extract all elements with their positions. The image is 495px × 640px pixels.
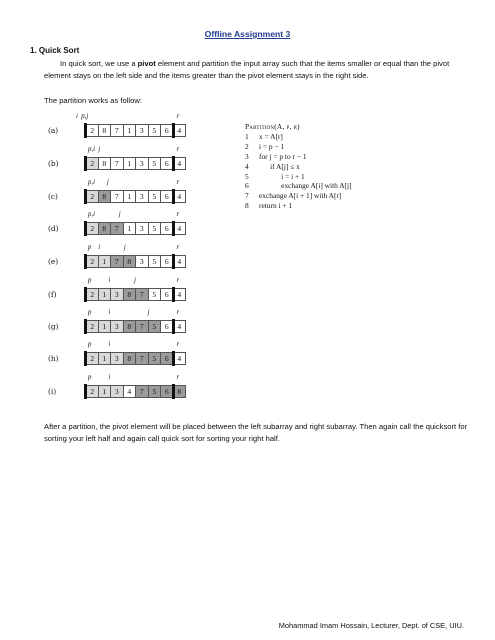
array-cell: 5 xyxy=(149,124,162,137)
array-cell: 1 xyxy=(99,288,112,301)
boundary-bar xyxy=(84,156,87,171)
array-cell: 6 xyxy=(161,124,174,137)
boundary-bar xyxy=(84,319,87,334)
pointer-r: r xyxy=(176,113,180,120)
pseudocode-line xyxy=(245,132,352,142)
array-cell: 1 xyxy=(99,320,112,333)
line-text: exchange A[i + 1] with A[r] xyxy=(259,191,342,201)
row-label: (g) xyxy=(48,322,59,331)
array-cell: 5 xyxy=(149,222,162,235)
array-cell: 8 xyxy=(99,222,112,235)
array-cell: 2 xyxy=(86,222,99,235)
array-cell: 2 xyxy=(86,255,99,268)
array-cell: 6 xyxy=(161,352,174,365)
array-cell: 5 xyxy=(149,288,162,301)
line-number: 1 xyxy=(245,131,249,141)
pointer-ipj: p i j xyxy=(88,244,126,251)
array-row xyxy=(86,288,186,301)
array-cell: 3 xyxy=(136,124,149,137)
array-cell: 8 xyxy=(99,157,112,170)
pointer-r: r xyxy=(176,244,180,251)
line-text: x = A[r] xyxy=(259,131,283,141)
pivot-bar xyxy=(172,319,175,334)
array-row xyxy=(86,190,186,203)
pseudocode-line xyxy=(245,142,352,152)
pointer-ipj: p,i j xyxy=(88,211,121,218)
line-number: 7 xyxy=(245,191,249,201)
array-cell: 3 xyxy=(136,190,149,203)
array-row xyxy=(86,222,186,235)
array-cell: 4 xyxy=(124,385,137,398)
array-cell: 6 xyxy=(161,190,174,203)
array-cell: 4 xyxy=(174,124,187,137)
line-number: 6 xyxy=(245,181,249,191)
pseudocode-line xyxy=(245,191,352,201)
array-cell: 4 xyxy=(174,157,187,170)
array-cell: 7 xyxy=(111,124,124,137)
line-text: for j = p to r − 1 xyxy=(259,151,307,161)
array-cell: 5 xyxy=(149,352,162,365)
pointer-ipj: p i j xyxy=(88,277,136,284)
array-cell: 1 xyxy=(99,352,112,365)
line-text: i = i + 1 xyxy=(259,171,305,181)
pseudocode-line xyxy=(245,152,352,162)
page-title: Offline Assignment 3 xyxy=(204,29,291,39)
row-label: (b) xyxy=(48,159,59,168)
array-cell: 2 xyxy=(86,320,99,333)
array-cell: 7 xyxy=(111,157,124,170)
array-cell: 1 xyxy=(124,157,137,170)
boundary-bar xyxy=(84,351,87,366)
pivot-bar xyxy=(172,156,175,171)
array-cell: 7 xyxy=(111,190,124,203)
array-row xyxy=(86,157,186,170)
boundary-bar xyxy=(84,189,87,204)
array-cell: 1 xyxy=(124,190,137,203)
array-cell: 1 xyxy=(124,222,137,235)
array-cell: 7 xyxy=(111,255,124,268)
array-row xyxy=(86,124,186,137)
row-label: (f) xyxy=(48,290,57,299)
boundary-bar xyxy=(84,287,87,302)
array-cell: 1 xyxy=(99,255,112,268)
pointer-r: r xyxy=(176,374,180,381)
array-cell: 7 xyxy=(111,222,124,235)
array-cell: 5 xyxy=(149,157,162,170)
pseudocode-line xyxy=(245,172,352,182)
pseudocode-line xyxy=(245,162,352,172)
array-cell: 8 xyxy=(99,190,112,203)
array-cell: 2 xyxy=(86,124,99,137)
array-row xyxy=(86,385,186,398)
array-row xyxy=(86,352,186,365)
line-text: if A[j] ≤ x xyxy=(259,161,300,171)
array-cell: 2 xyxy=(86,157,99,170)
array-cell: 1 xyxy=(124,124,137,137)
intro-part1: In quick sort, we use a xyxy=(60,59,138,68)
array-cell: 6 xyxy=(161,320,174,333)
array-cell: 3 xyxy=(136,255,149,268)
array-cell: 3 xyxy=(111,352,124,365)
array-cell: 8 xyxy=(174,385,187,398)
pivot-bar xyxy=(172,287,175,302)
array-cell: 3 xyxy=(111,288,124,301)
pointer-ipj: i p,j xyxy=(76,113,89,120)
pointer-r: r xyxy=(176,211,180,218)
array-cell: 3 xyxy=(136,222,149,235)
line-number: 2 xyxy=(245,141,249,151)
pivot-bar xyxy=(172,384,175,399)
partition-intro: The partition works as follow: xyxy=(44,96,142,105)
intro-bold-pivot: pivot xyxy=(137,59,156,68)
array-cell: 3 xyxy=(111,320,124,333)
pivot-bar xyxy=(172,254,175,269)
boundary-bar xyxy=(84,221,87,236)
array-cell: 4 xyxy=(174,288,187,301)
array-cell: 3 xyxy=(136,157,149,170)
pivot-bar xyxy=(172,189,175,204)
array-cell: 5 xyxy=(149,320,162,333)
array-cell: 2 xyxy=(86,190,99,203)
array-cell: 7 xyxy=(136,352,149,365)
array-cell: 8 xyxy=(124,288,137,301)
array-cell: 6 xyxy=(161,288,174,301)
line-text: return i + 1 xyxy=(259,201,293,211)
array-cell: 5 xyxy=(149,255,162,268)
pivot-bar xyxy=(172,221,175,236)
array-cell: 2 xyxy=(86,288,99,301)
array-cell: 4 xyxy=(174,190,187,203)
array-cell: 8 xyxy=(124,255,137,268)
partition-pseudocode xyxy=(245,122,352,211)
pivot-bar xyxy=(172,351,175,366)
line-number: 4 xyxy=(245,161,249,171)
array-cell: 8 xyxy=(124,352,137,365)
array-cell: 7 xyxy=(136,288,149,301)
row-label: (a) xyxy=(48,126,59,135)
section-heading: 1. Quick Sort xyxy=(30,46,80,55)
pointer-r: r xyxy=(176,277,180,284)
array-cell: 7 xyxy=(136,320,149,333)
array-cell: 2 xyxy=(86,385,99,398)
row-label: (h) xyxy=(48,354,59,363)
array-cell: 3 xyxy=(111,385,124,398)
array-row xyxy=(86,320,186,333)
array-cell: 6 xyxy=(161,222,174,235)
line-text: i = p − 1 xyxy=(259,141,285,151)
pointer-ipj: p i xyxy=(88,374,111,381)
pseudocode-line xyxy=(245,201,352,211)
array-cell: 4 xyxy=(174,320,187,333)
array-cell: 5 xyxy=(149,190,162,203)
array-cell: 1 xyxy=(99,385,112,398)
intro-part2: element and partition the input array such that the items smaller or equal than the pivot element stays on the left side and the items greater than the pivot element stays in the right side. xyxy=(44,59,450,80)
pointer-r: r xyxy=(176,309,180,316)
boundary-bar xyxy=(84,254,87,269)
row-label: (i) xyxy=(48,387,57,396)
row-label: (d) xyxy=(48,224,59,233)
pseudocode-lines xyxy=(245,132,352,211)
array-cell: 4 xyxy=(174,222,187,235)
row-label: (e) xyxy=(48,257,59,266)
line-number: 5 xyxy=(245,171,249,181)
row-label: (c) xyxy=(48,192,58,201)
pointer-ipj: p i j xyxy=(88,309,150,316)
pointer-ipj: p i xyxy=(88,341,111,348)
pivot-bar xyxy=(172,123,175,138)
array-cell: 2 xyxy=(86,352,99,365)
array-cell: 5 xyxy=(149,385,162,398)
array-cell: 4 xyxy=(174,255,187,268)
array-cell: 4 xyxy=(174,352,187,365)
line-number: 8 xyxy=(245,201,249,211)
array-cell: 7 xyxy=(136,385,149,398)
array-cell: 8 xyxy=(99,124,112,137)
intro-paragraph xyxy=(44,58,469,82)
footer-author: Mohammad Imam Hossain, Lecturer, Dept. of CSE, UIU. xyxy=(278,621,464,630)
array-row xyxy=(86,255,186,268)
line-number: 3 xyxy=(245,151,249,161)
array-cell: 8 xyxy=(124,320,137,333)
line-text: exchange A[i] with A[j] xyxy=(259,181,352,191)
pseudocode-line xyxy=(245,181,352,191)
pointer-ipj: p,i j xyxy=(88,146,101,153)
pointer-r: r xyxy=(176,179,180,186)
array-cell: 6 xyxy=(161,157,174,170)
array-cell: 6 xyxy=(161,255,174,268)
pseudocode-header: Partition(A, p, r) xyxy=(245,122,300,131)
after-paragraph: After a partition, the pivot element will be placed between the left subarray and right subarray. Then again call the quicksort for sorting your left half and again call quick sort for sorting your right half. xyxy=(44,422,468,443)
boundary-bar xyxy=(84,123,87,138)
pointer-r: r xyxy=(176,341,180,348)
pointer-ipj: p,i j xyxy=(88,179,109,186)
boundary-bar xyxy=(84,384,87,399)
array-cell: 6 xyxy=(161,385,174,398)
pointer-r: r xyxy=(176,146,180,153)
